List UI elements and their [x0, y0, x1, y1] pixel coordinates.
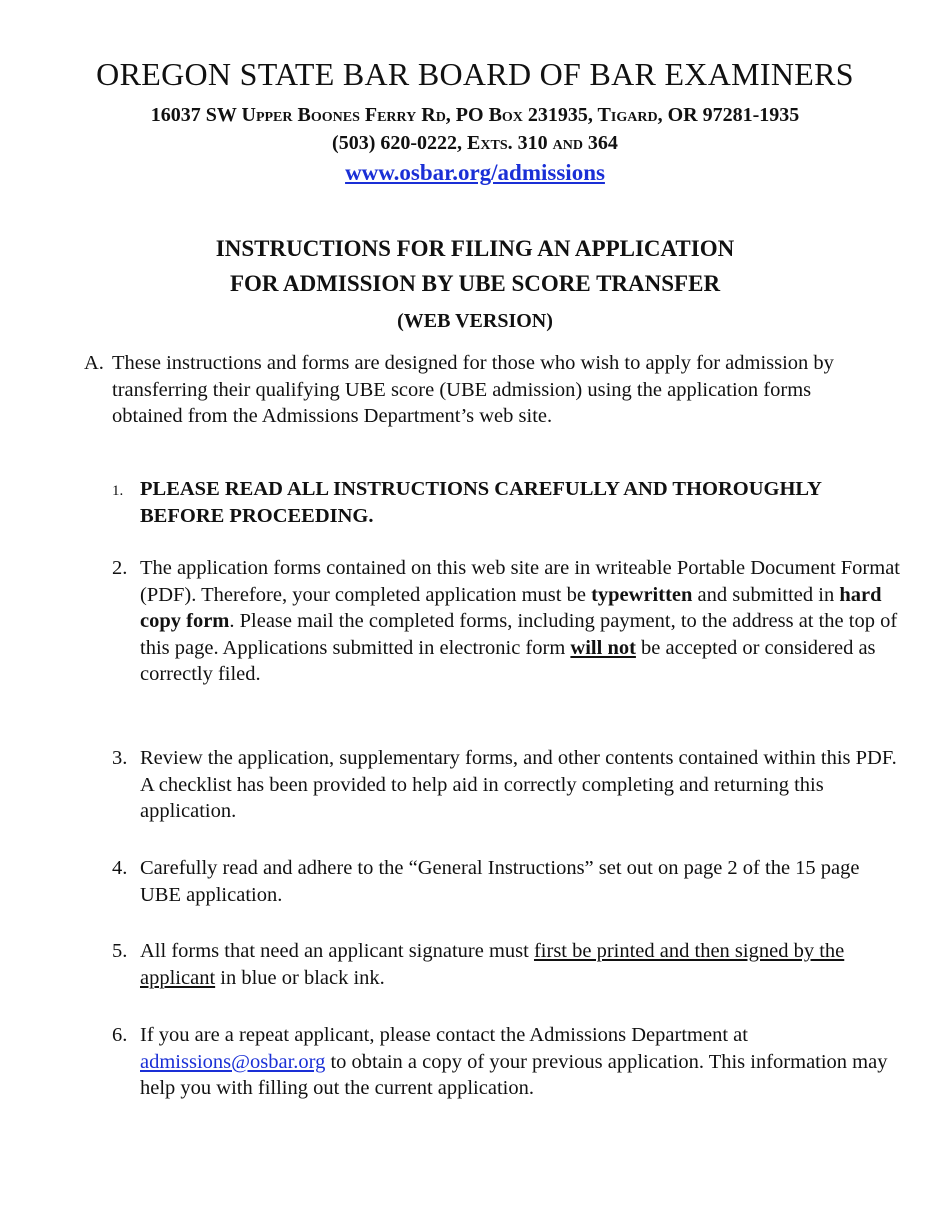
list-item-number: 6.	[112, 1024, 128, 1046]
emphasis-hard-copy: hard copy form	[140, 583, 882, 632]
text-segment: If you are a repeat applicant, please contact the Admissions Department at	[140, 1024, 748, 1046]
list-item-3	[112, 745, 902, 825]
list-item-text	[140, 938, 902, 991]
list-item-text	[140, 555, 902, 688]
list-item-6	[112, 1022, 902, 1102]
phone-number: (503) 620-0222, Exts. 310 and 364	[332, 132, 618, 154]
intro-text: These instructions and forms are designed for those who wish to apply for admission by transferring their qualifying UBE score (UBE admission) using the application forms obtained from the Admissions Department’s web site.	[112, 352, 834, 427]
document-title-line-2: FOR ADMISSION BY UBE SCORE TRANSFER	[229, 271, 721, 296]
list-item-number: 3.	[112, 747, 128, 769]
emphasis-typewritten: typewritten	[591, 583, 693, 606]
website-container	[0, 160, 950, 186]
list-item-text: Review the application, supplementary forms, and other contents contained within this PDF. A checklist has been provided to help aid in correctly completing and returning this application.	[140, 747, 897, 822]
admissions-email-link[interactable]: admissions@osbar.org	[140, 1050, 326, 1073]
emphasis-will-not: will not	[570, 636, 636, 659]
document-version-label: (WEB VERSION)	[397, 310, 553, 332]
organization-title: OREGON STATE BAR BOARD OF BAR EXAMINERS	[96, 56, 854, 92]
list-item-number: 4.	[112, 857, 128, 879]
text-segment: and submitted in	[692, 583, 840, 606]
document-title-line-1: INSTRUCTIONS FOR FILING AN APPLICATION	[215, 236, 735, 261]
text-segment: to obtain a copy of your previous application. This information may help you with filling out the current application.	[140, 1050, 888, 1099]
intro-paragraph	[84, 350, 884, 430]
list-item-text: Carefully read and adhere to the “General Instructions” set out on page 2 of the 15 page UBE application.	[140, 857, 860, 906]
list-item-number: 5.	[112, 940, 128, 962]
list-item-text	[140, 1022, 902, 1102]
list-item-number: 1.	[112, 483, 124, 499]
mailing-address: 16037 SW Upper Boones Ferry Rd, PO Box 231935, Tigard, OR 97281-1935	[150, 104, 800, 126]
text-segment: The application forms contained on this web site are in writeable Portable Document Format (PDF). Therefore, your completed application must be	[140, 557, 900, 606]
list-item-1	[112, 476, 902, 529]
list-item-2	[112, 555, 902, 688]
list-item-number: 2.	[112, 557, 128, 579]
emphasis-signature-requirement: first be printed and then signed by the applicant	[140, 940, 845, 989]
list-item-4	[112, 855, 902, 908]
text-segment: . Please mail the completed forms, including payment, to the address at the top of this page. Applications submitted in electronic form	[140, 610, 898, 659]
list-item-text: PLEASE READ ALL INSTRUCTIONS CAREFULLY AND THOROUGHLY BEFORE PROCEEDING.	[140, 478, 822, 527]
intro-marker: A.	[84, 352, 104, 374]
text-segment: All forms that need an applicant signature must	[140, 940, 534, 962]
list-item-5	[112, 938, 902, 991]
text-segment: be accepted or considered as correctly filed.	[140, 636, 876, 685]
text-segment: in blue or black ink.	[215, 966, 385, 989]
website-link[interactable]: www.osbar.org/admissions	[345, 160, 605, 185]
